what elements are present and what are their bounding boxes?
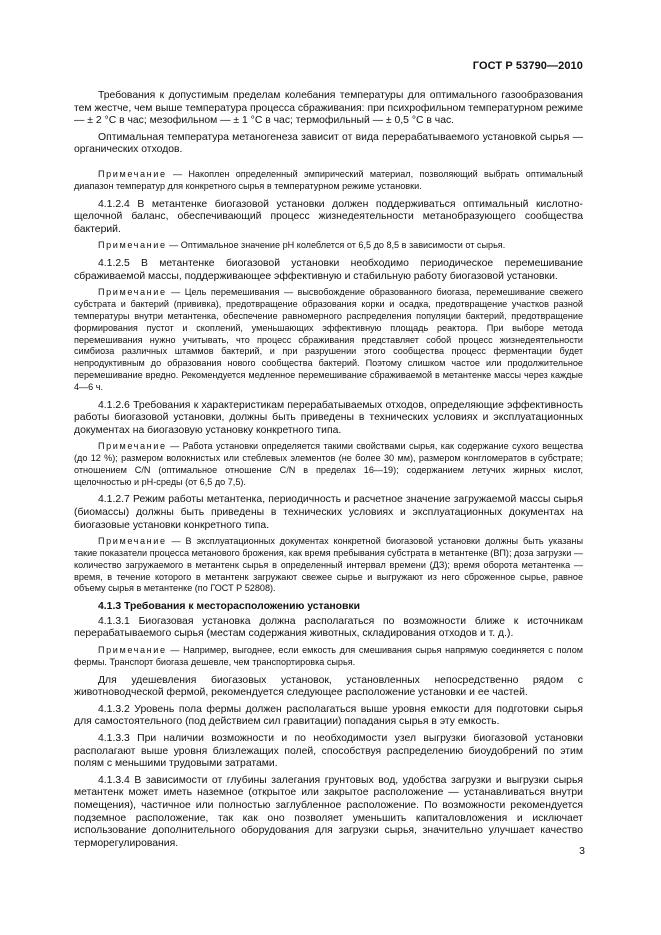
- document-body: [74, 90, 583, 854]
- note-label: Примечание: [98, 645, 167, 656]
- note: [74, 536, 583, 595]
- clause-4-1-3-1: 4.1.3.1 Биогазовая установка должна располагаться по возможности ближе к источникам перерабатываемого сырья (местам содержания животных, складирования отходов и т. д.).: [74, 615, 583, 640]
- clause-4-1-3-4: 4.1.3.4 В зависимости от глубины залегания грунтовых вод, удобства загрузки и выгрузки сырья метантенк может иметь наземное (открытое или закрытое расположение — устанавливаться внутри помещения), частичное или полностью заглубленное расположение. По возможности рекомендуется подземное расположение, так как оно позволяет уменьшить капиталовложения и исключает использование дополнительного оборудования для загрузки сырья, значительно улучшает качество терморегулирования.: [74, 774, 583, 849]
- note: [74, 169, 583, 193]
- note-dash: —: [170, 441, 180, 452]
- note: [74, 240, 583, 252]
- standard-code: ГОСТ Р 53790—2010: [472, 60, 583, 72]
- clause-4-1-2-7: 4.1.2.7 Режим работы метантенка, периодичность и расчетное значение загружаемой массы сырья (биомассы) должны быть приведены в технических условиях и эксплуатационных документах на биогазовые установки конкретного типа.: [74, 494, 583, 531]
- body-paragraph: Для удешевления биогазовых установок, установленных непосредственно рядом с животноводческой фермой, рекомендуется следующее расположение установки и ее частей.: [74, 674, 583, 699]
- note-dash: —: [171, 287, 181, 298]
- note-label: Примечание: [98, 441, 167, 452]
- note-text: Цель перемешивания — высвобождение образованного биогаза, перемешивание свежего субстрата и бактерий (прививка), предотвращение образования корки и осадка, предотвращение участков разной температуры внутри метантенка, обеспечение равномерного распределения популяции бактерий, предотвращение формирования пустот и скоплений, уменьшающих эффективную площадь реактора. При выборе метода перемешивания нужно учитывать, что процесс сбраживания представляет собой процесс жизнедеятельности симбиоза различных штаммов бактерий, и при разрушении этого сообщества процесс ферментации будет непродуктивным до образования нового сообщества бактерий. Поэтому слишком частое или продолжительное перемешивание вредно. Рекомендуется медленное перемешивание сбраживаемой в метантенке массы через каждые 4—6 ч.: [74, 287, 584, 392]
- note-label: Примечание: [98, 287, 167, 298]
- note: [74, 645, 583, 669]
- note-label: Примечание: [98, 240, 167, 251]
- note-dash: —: [171, 536, 181, 547]
- note-dash: —: [169, 240, 179, 251]
- clause-4-1-2-4: 4.1.2.4 В метантенке биогазовой установки должен поддерживаться оптимальный кислотно-щелочной баланс, обеспечивающий процесс жизнедеятельности метанобразующего сообщества бактерий.: [74, 198, 583, 235]
- body-paragraph: Требования к допустимым пределам колебания температуры для оптимального газообразования тем жестче, чем выше температура процесса сбраживания: при психрофильном температурном режиме — ± 2 °С в час; мезофильном — ± 1 °С в час; термофильный — ± 0,5 °С в час.: [74, 90, 583, 127]
- note-text: Накоплен определенный эмпирический материал, позволяющий выбрать оптимальный диапазон температур для конкретного сырья в температурном режиме установки.: [74, 168, 583, 191]
- clause-4-1-3-2: 4.1.3.2 Уровень пола фермы должен располагаться выше уровня емкости для подготовки сырья для самостоятельного (под действием сил гравитации) попадания сырья в эту емкость.: [74, 703, 583, 728]
- clause-4-1-3-3: 4.1.3.3 При наличии возможности и по необходимости узел выгрузки биогазовой установки располагают выше уровня близлежащих полей, способствуя распределению биоудобрений по этим полям с меньшими трудовыми затратами.: [74, 732, 583, 770]
- body-paragraph: Оптимальная температура метаногенеза зависит от вида перерабатываемого установкой сырья — органических отходов.: [74, 131, 583, 156]
- note-text: Например, выгоднее, если емкость для смешивания сырья напрямую соединяется с полом фермы. Транспорт биогаза дешевле, чем транспортировка сырья.: [74, 645, 584, 667]
- note-label: Примечание: [98, 536, 167, 547]
- note-text: Оптимальное значение pH колеблется от 6,5 до 8,5 в зависимости от сырья.: [180, 240, 506, 251]
- clause-4-1-2-5: 4.1.2.5 В метантенке биогазовой установки необходимо периодическое перемешивание сбраживаемой массы, поддерживающее эффективную и стабильную работу биогазовой установки.: [74, 258, 583, 282]
- note: [74, 441, 583, 488]
- note: [74, 287, 583, 393]
- note-text: В эксплуатационных документах конкретной биогазовой установки должны быть указаны такие показатели процесса метанового брожения, как время пребывания субстрата в метантенке (ВП); доза загрузки — количество загружаемого в метантенк сырья в определенный интервал времени (ДЗ); время оборота метантенка — время, в течение которого в метантенк загружают свежее сырье и выгружают из него сброженное сырье, равное объему сырья в метантенке (по ГОСТ Р 52808).: [74, 536, 583, 594]
- page-number: 3: [579, 845, 585, 857]
- clause-4-1-2-6: 4.1.2.6 Требования к характеристикам перерабатываемых отходов, определяющие эффективность работы биогазовой установки, должны быть приведены в технических условиях и эксплуатационных документах на биогазовую установку конкретного типа.: [74, 399, 583, 436]
- note-text: Работа установки определяется такими свойствами сырья, как содержание сухого вещества (до 12 %); размером волокнистых или стеблевых элементов (не более 30 мм), размером конгломератов в субстрате; отношением C/N (оптимальное отношение C/N в пределах 16—19); содержанием летучих жирных кислот, щелочностью и pH-среды (от 6,5 до 7,5).: [74, 441, 584, 487]
- note-dash: —: [170, 645, 180, 656]
- section-heading: 4.1.3 Требования к месторасположению установки: [98, 601, 360, 613]
- note-label: Примечание: [98, 168, 167, 179]
- note-dash: —: [172, 168, 183, 179]
